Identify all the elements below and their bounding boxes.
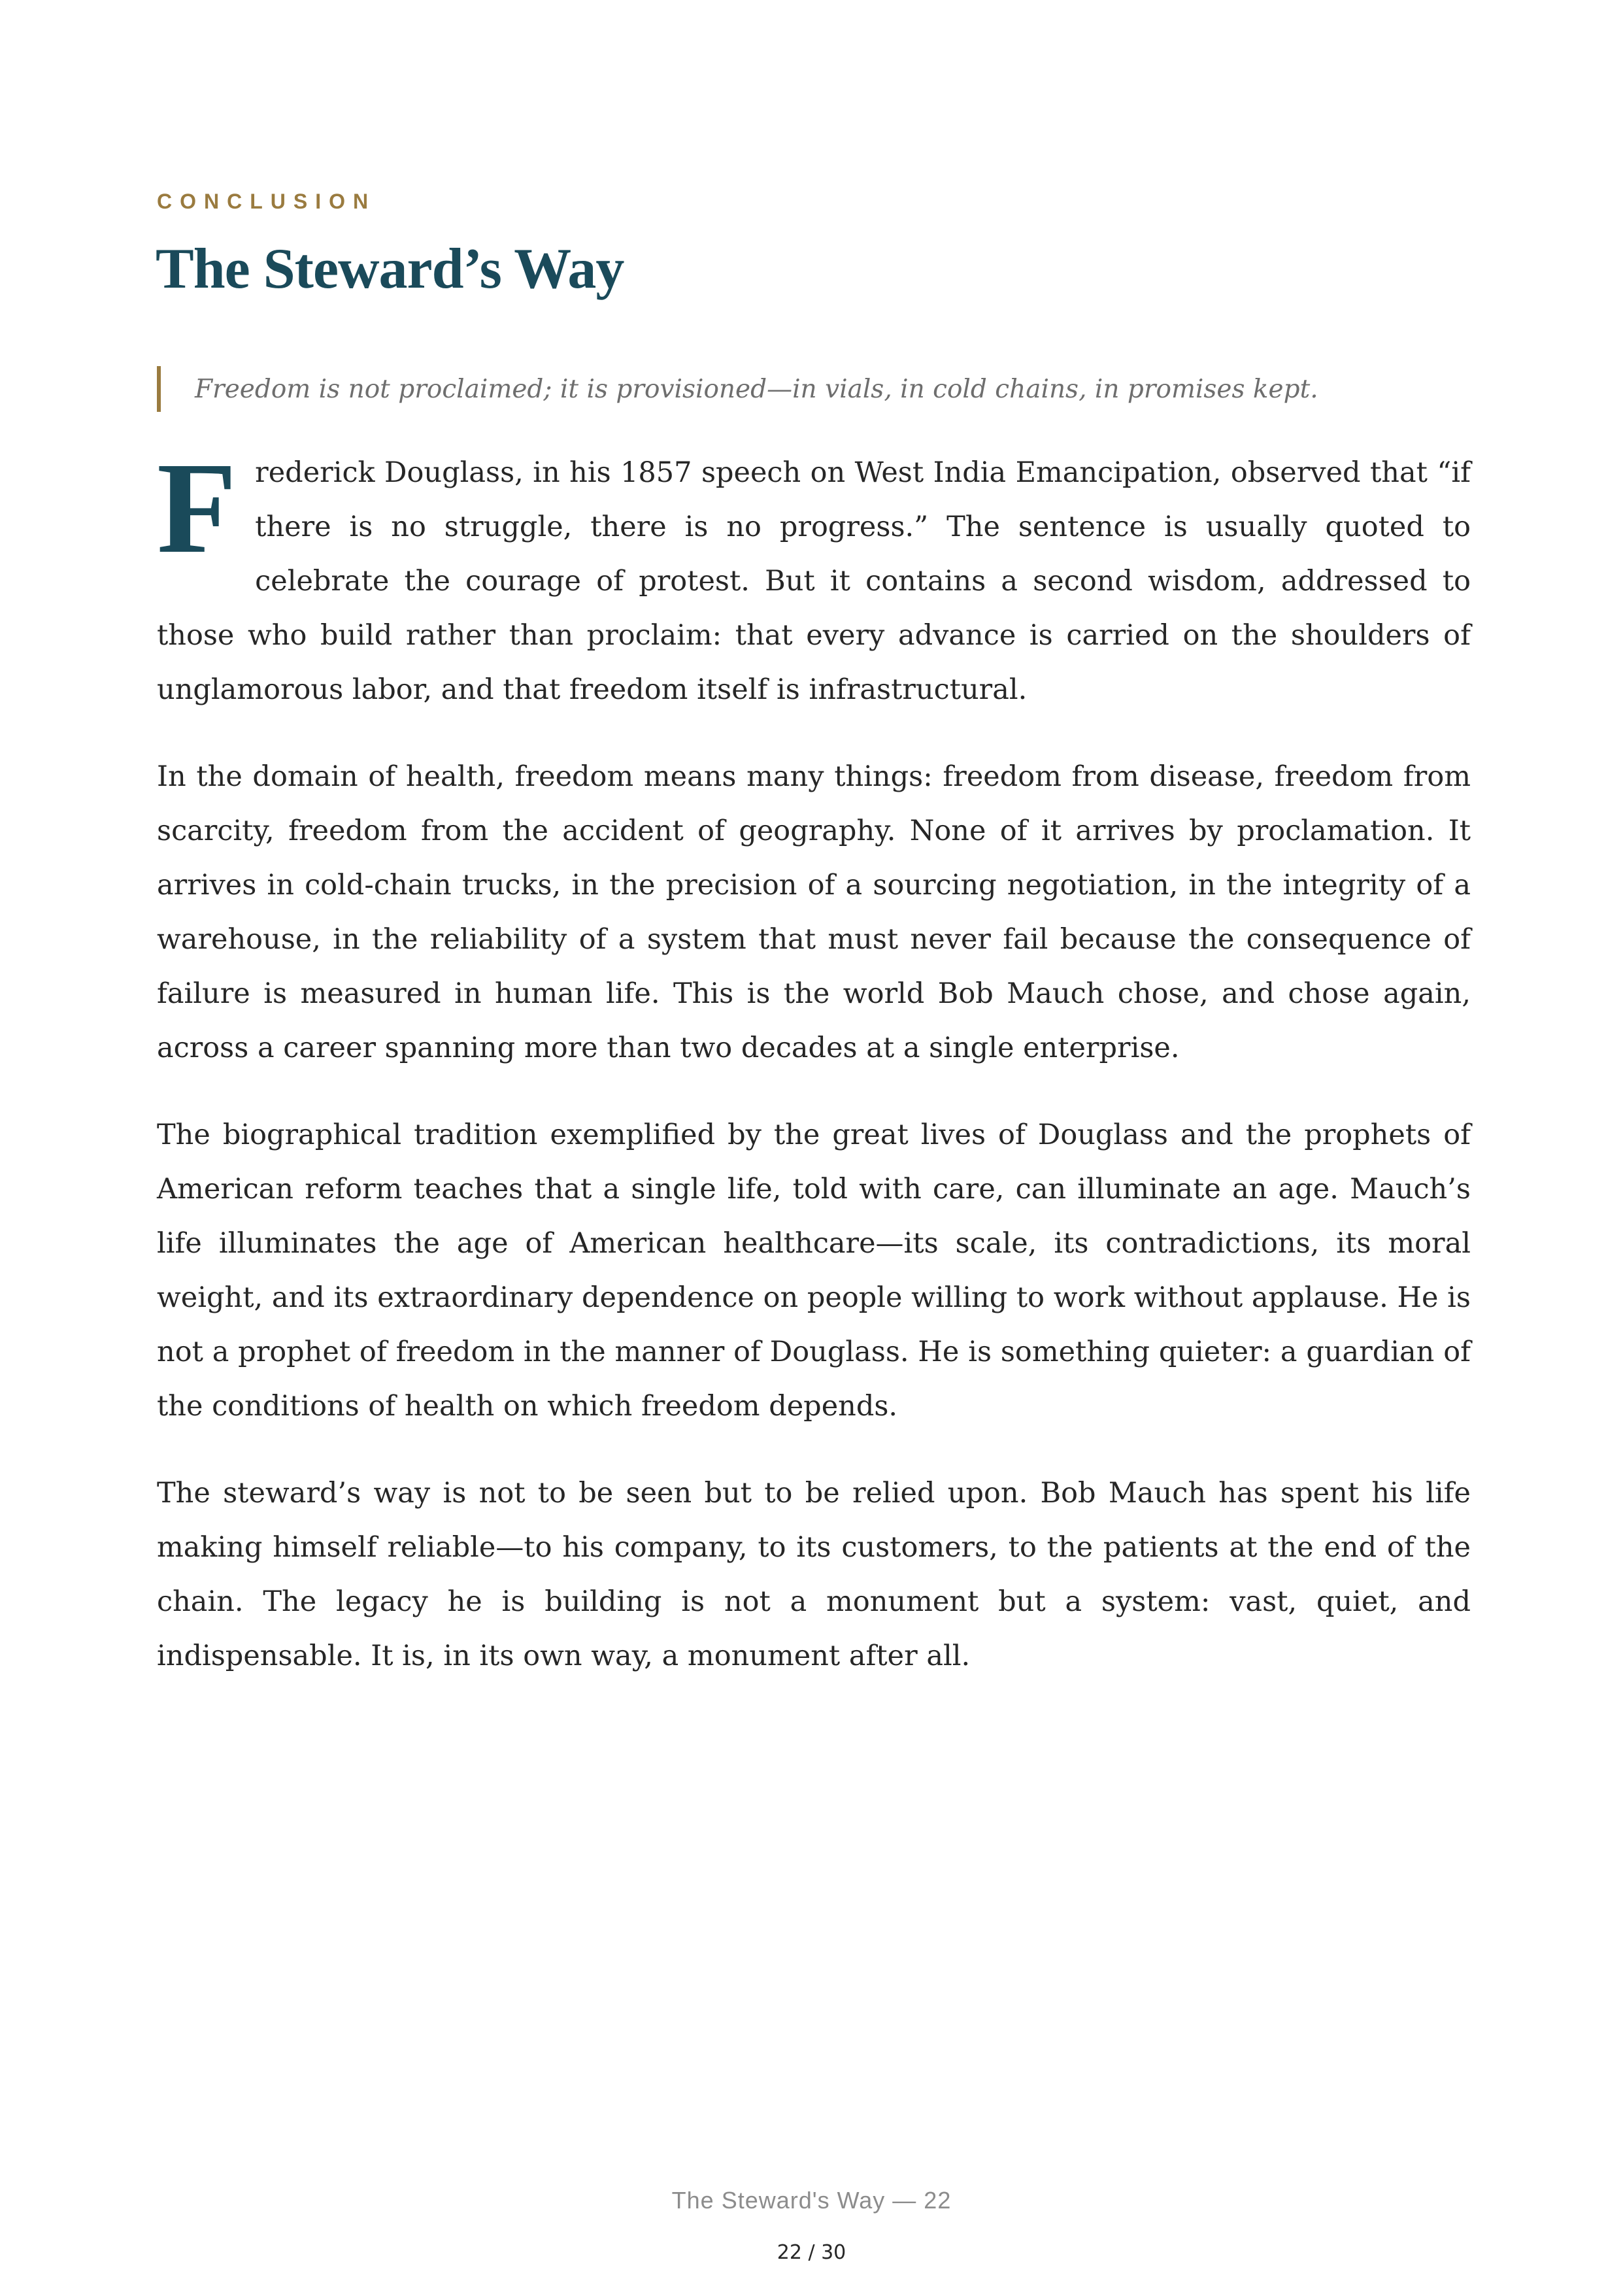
paragraph-4: The steward’s way is not to be seen but to be relied upon. Bob Mauch has spent his life making himself reliable—to his company, to its customers, to the patients at the end of the chain. The legacy he is building is not a monument but a system: vast, quiet, and indispensable. It is, in its own way, a monument after all. <box>157 1477 1471 1672</box>
paragraph-1 <box>157 436 1471 717</box>
chapter-title: The Steward’s Way <box>156 237 624 301</box>
epigraph-text: Freedom is not proclaimed; it is provisioned—in vials, in cold chains, in promises kept. <box>195 374 1318 404</box>
paragraph-2: In the domain of health, freedom means many things: freedom from disease, freedom from scarcity, freedom from the accident of geography. None of it arrives by proclamation. It arrives in cold-chain trucks, in the precision of a sourcing negotiation, in the integrity of a warehouse, in the reliability of a system that must never fail because the consequence of failure is measured in human life. This is the world Bob Mauch chose, and chose again, across a career spanning more than two decades at a single enterprise. <box>157 760 1471 1064</box>
body-text <box>157 436 1471 1716</box>
paragraph-3: The biographical tradition exemplified by the great lives of Douglass and the prophets of American reform teaches that a single life, told with care, can illuminate an age. Mauch’s life illuminates the age of American healthcare—its scale, its contradictions, its moral weight, and its extraordinary dependence on people willing to work without applause. He is not a prophet of freedom in the manner of Douglass. He is something quieter: a guardian of the conditions of health on which freedom depends. <box>157 1119 1471 1423</box>
page-counter: 22 / 30 <box>777 2241 846 2264</box>
running-footer: The Steward's Way — 22 <box>671 2187 952 2214</box>
section-label: CONCLUSION <box>157 190 376 213</box>
drop-cap: F <box>157 436 237 581</box>
paragraph-1-text: rederick Douglass, in his 1857 speech on West India Emancipation, observed that “if there is no struggle, there is no progress.” The sentence is usually quoted to celebrate the courage of protest. But it contains a second wisdom, addressed to those who build rather than proclaim: that every advance is carried on the shoulders of unglamorous labor, and that freedom itself is infrastructural. <box>157 456 1471 706</box>
epigraph-quote <box>157 366 1502 412</box>
